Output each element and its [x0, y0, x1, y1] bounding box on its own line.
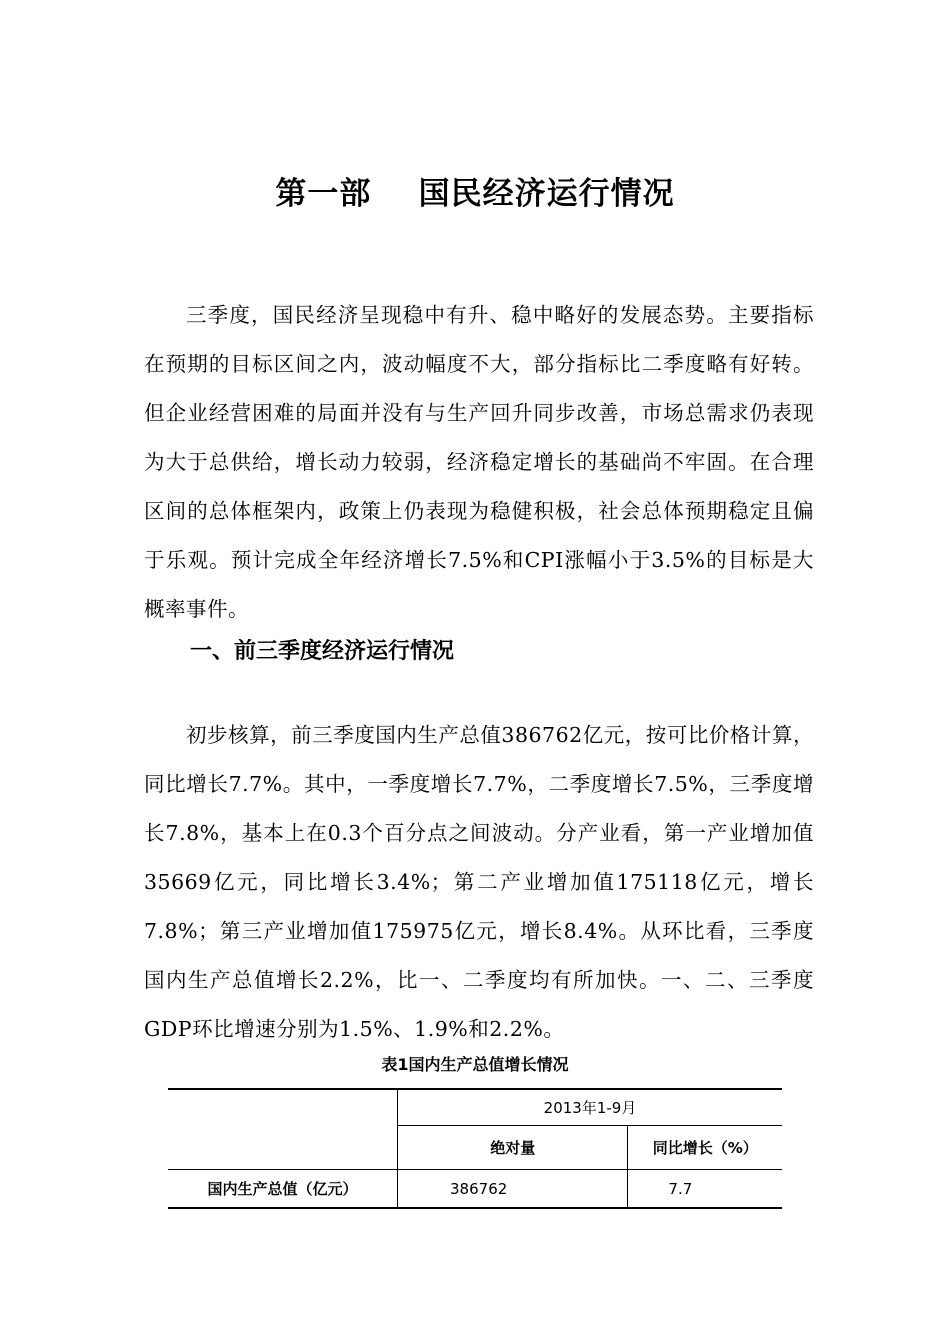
table-col-yoy: 同比增长（%） — [628, 1126, 782, 1170]
section-heading: 一、前三季度经济运行情况 — [190, 639, 455, 664]
intro-paragraph: 三季度，国民经济呈现稳中有升、稳中略好的发展态势。主要指标在预期的目标区间之内，波动幅度不大，部分指标比二季度略有好转。但企业经营困难的局面并没有与生产回升同步改善，市场总需求仍表现为大于总供给，增长动力较弱，经济稳定增长的基础尚不牢固。在合理区间的总体框架内，政策上仍表现为稳健积极，社会总体预期稳定且偏于乐观。预计完成全年经济增长7.5%和CPI涨幅小于3.5%的目标是大概率事件。 — [144, 302, 814, 621]
table-caption: 表1国内生产总值增长情况 — [381, 1055, 569, 1074]
table-period-header: 2013年1-9月 — [398, 1089, 782, 1126]
table-cell-yoy: 7.7 — [628, 1170, 782, 1209]
table-row — [168, 1170, 782, 1209]
table-header-row — [168, 1089, 782, 1126]
table-corner-cell — [168, 1089, 398, 1170]
gdp-table — [168, 1088, 782, 1209]
table-row-label: 国内生产总值（亿元） — [168, 1170, 398, 1209]
table-cell-absolute: 386762 — [398, 1170, 628, 1209]
section-paragraph: 初步核算，前三季度国内生产总值386762亿元，按可比价格计算，同比增长7.7%。其中，一季度增长7.7%，二季度增长7.5%，三季度增长7.8%，基本上在0.3个百分点之间波动。分产业看，第一产业增加值35669亿元，同比增长3.4%；第二产业增加值175118亿元，增长7.8%；第三产业增加值175975亿元，增长8.4%。从环比看，三季度国内生产总值增长2.2%，比一、二季度均有所加快。一、二、三季度GDP环比增速分别为1.5%、1.9%和2.2%。 — [144, 722, 814, 1041]
page-title: 第一部 国民经济运行情况 — [275, 176, 675, 212]
table-col-absolute: 绝对量 — [398, 1126, 628, 1170]
